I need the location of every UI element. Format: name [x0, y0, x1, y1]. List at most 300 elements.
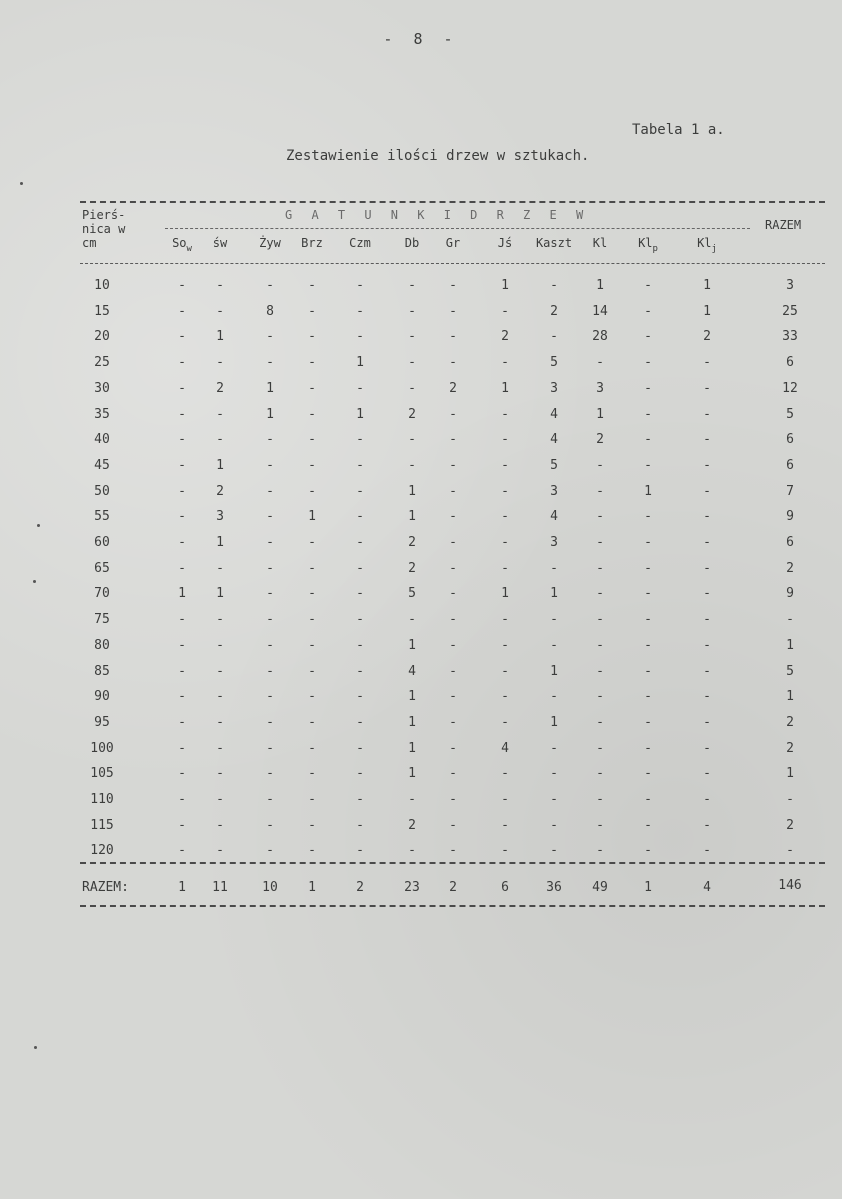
count-cell: 3	[550, 483, 558, 499]
diameter-cell: 60	[94, 535, 110, 550]
row-total-cell: 1	[786, 637, 794, 653]
count-cell: -	[356, 535, 364, 550]
rule-top	[80, 201, 825, 203]
count-cell: -	[644, 278, 652, 293]
count-cell: -	[216, 432, 224, 448]
row-total-cell: -	[786, 843, 794, 859]
species-name: Gr	[445, 236, 461, 250]
count-cell: -	[178, 612, 186, 628]
count-cell: -	[216, 817, 224, 833]
row-total-cell: 7	[786, 483, 794, 499]
row-total-cell: 9	[786, 586, 794, 602]
species-name: Kaszt	[535, 236, 573, 250]
count-cell: -	[501, 792, 509, 807]
diameter-header: nica w	[82, 222, 126, 236]
count-cell: -	[216, 714, 224, 730]
count-cell: 1	[356, 355, 364, 371]
count-cell: -	[308, 560, 316, 576]
count-cell: -	[703, 380, 711, 396]
count-cell: -	[216, 740, 224, 756]
count-cell: -	[644, 509, 652, 525]
count-cell: -	[703, 355, 711, 371]
count-cell: -	[550, 278, 558, 293]
count-cell: -	[356, 278, 364, 293]
diameter-cell: 65	[94, 560, 110, 576]
total-count-cell: 11	[212, 880, 228, 895]
count-cell: -	[596, 509, 604, 525]
table-label: Tabela 1 a.	[632, 122, 725, 138]
count-cell: -	[449, 483, 457, 499]
count-cell: -	[703, 714, 711, 730]
count-cell: -	[550, 792, 558, 807]
count-cell: -	[308, 612, 316, 628]
page-number: - 8 -	[383, 30, 459, 48]
count-cell: -	[408, 457, 416, 473]
count-cell: -	[449, 689, 457, 705]
count-cell: -	[356, 714, 364, 730]
count-cell: -	[266, 843, 274, 859]
count-cell: -	[356, 586, 364, 602]
row-total-cell: 1	[786, 766, 794, 782]
count-cell: -	[703, 509, 711, 525]
count-cell: -	[308, 406, 316, 422]
count-cell: -	[308, 303, 316, 319]
count-cell: 1	[501, 586, 509, 602]
count-cell: -	[550, 843, 558, 859]
count-cell: -	[449, 637, 457, 653]
species-subscript: j	[711, 244, 717, 254]
species-header-7	[478, 236, 532, 250]
count-cell: -	[644, 355, 652, 371]
count-cell: 1	[216, 457, 224, 473]
species-name: Kl	[592, 236, 608, 250]
count-cell: 1	[408, 714, 416, 730]
count-cell: -	[449, 432, 457, 448]
count-cell: -	[216, 612, 224, 628]
margin-dot	[33, 580, 36, 583]
count-cell: -	[266, 817, 274, 833]
row-total-cell: 5	[786, 663, 794, 679]
count-cell: -	[501, 303, 509, 319]
species-name: Kl	[697, 236, 712, 250]
diameter-cell: 50	[94, 483, 110, 499]
count-cell: -	[266, 329, 274, 345]
species-header-1	[193, 236, 247, 250]
count-cell: -	[356, 560, 364, 576]
rule-bottom	[80, 905, 825, 907]
count-cell: 1	[408, 689, 416, 705]
species-subscript: w	[186, 244, 192, 254]
count-cell: -	[501, 406, 509, 422]
count-cell: 4	[550, 509, 558, 525]
count-cell: -	[356, 817, 364, 833]
count-cell: 1	[266, 380, 274, 396]
diameter-cell: 70	[94, 586, 110, 602]
count-cell: 2	[449, 380, 457, 396]
count-cell: 1	[216, 329, 224, 345]
count-cell: -	[501, 766, 509, 782]
count-cell: 1	[216, 535, 224, 550]
count-cell: -	[501, 714, 509, 730]
count-cell: -	[644, 766, 652, 782]
count-cell: -	[408, 303, 416, 319]
count-cell: 1	[266, 406, 274, 422]
count-cell: -	[266, 612, 274, 628]
count-cell: -	[216, 637, 224, 653]
count-cell: -	[501, 509, 509, 525]
count-cell: -	[308, 483, 316, 499]
margin-dot	[20, 182, 23, 185]
count-cell: 3	[550, 535, 558, 550]
count-cell: -	[178, 278, 186, 293]
count-cell: -	[644, 303, 652, 319]
count-cell: -	[596, 355, 604, 371]
count-cell: -	[703, 843, 711, 859]
count-cell: -	[178, 406, 186, 422]
count-cell: 1	[550, 714, 558, 730]
count-cell: 2	[408, 817, 416, 833]
count-cell: -	[356, 380, 364, 396]
total-count-cell: 1	[308, 880, 316, 895]
count-cell: -	[216, 560, 224, 576]
count-cell: -	[178, 689, 186, 705]
count-cell: -	[501, 817, 509, 833]
count-cell: -	[266, 637, 274, 653]
count-cell: -	[501, 843, 509, 859]
count-cell: -	[596, 612, 604, 628]
count-cell: -	[644, 329, 652, 345]
count-cell: -	[449, 457, 457, 473]
diameter-cell: 80	[94, 637, 110, 653]
count-cell: -	[308, 637, 316, 653]
count-cell: -	[703, 612, 711, 628]
count-cell: 28	[592, 329, 608, 345]
total-count-cell: 4	[703, 880, 711, 895]
count-cell: -	[644, 817, 652, 833]
count-cell: -	[596, 792, 604, 807]
count-cell: 2	[501, 329, 509, 345]
count-cell: -	[703, 637, 711, 653]
count-cell: -	[596, 586, 604, 602]
count-cell: 1	[550, 586, 558, 602]
count-cell: -	[266, 766, 274, 782]
count-cell: -	[356, 457, 364, 473]
count-cell: -	[266, 535, 274, 550]
count-cell: -	[178, 355, 186, 371]
count-cell: -	[703, 483, 711, 499]
count-cell: -	[501, 612, 509, 628]
count-cell: -	[216, 406, 224, 422]
count-cell: -	[266, 560, 274, 576]
count-cell: -	[356, 637, 364, 653]
count-cell: -	[644, 663, 652, 679]
count-cell: -	[356, 509, 364, 525]
count-cell: -	[308, 740, 316, 756]
count-cell: 1	[596, 406, 604, 422]
diameter-cell: 95	[94, 714, 110, 730]
count-cell: -	[449, 663, 457, 679]
count-cell: -	[703, 406, 711, 422]
count-cell: -	[178, 740, 186, 756]
count-cell: -	[596, 663, 604, 679]
count-cell: -	[356, 329, 364, 345]
count-cell: 2	[408, 406, 416, 422]
count-cell: -	[408, 278, 416, 293]
count-cell: -	[596, 817, 604, 833]
count-cell: 2	[216, 380, 224, 396]
row-total-cell: 9	[786, 509, 794, 525]
total-header: RAZEM	[765, 218, 802, 232]
count-cell: -	[644, 689, 652, 705]
count-cell: -	[308, 663, 316, 679]
count-cell: -	[550, 612, 558, 628]
count-cell: -	[703, 560, 711, 576]
count-cell: 4	[501, 740, 509, 756]
count-cell: -	[449, 817, 457, 833]
count-cell: -	[596, 843, 604, 859]
count-cell: -	[644, 843, 652, 859]
count-cell: -	[356, 432, 364, 448]
count-cell: -	[266, 714, 274, 730]
total-count-cell: 36	[546, 880, 562, 895]
count-cell: -	[408, 355, 416, 371]
species-name: So	[172, 236, 187, 250]
count-cell: 4	[408, 663, 416, 679]
count-cell: -	[216, 792, 224, 807]
count-cell: -	[178, 560, 186, 576]
count-cell: -	[449, 740, 457, 756]
count-cell: -	[178, 714, 186, 730]
count-cell: -	[356, 740, 364, 756]
species-name: św	[212, 236, 228, 250]
count-cell: -	[216, 689, 224, 705]
count-cell: -	[266, 689, 274, 705]
count-cell: -	[703, 663, 711, 679]
count-cell: -	[596, 637, 604, 653]
row-total-cell: 6	[786, 432, 794, 448]
count-cell: -	[449, 278, 457, 293]
count-cell: 1	[408, 483, 416, 499]
count-cell: -	[216, 303, 224, 319]
row-total-cell: 2	[786, 817, 794, 833]
diameter-cell: 35	[94, 406, 110, 422]
count-cell: -	[501, 689, 509, 705]
count-cell: -	[266, 432, 274, 448]
count-cell: 14	[592, 303, 608, 319]
total-count-cell: 2	[449, 880, 457, 895]
species-header-3	[285, 236, 339, 250]
count-cell: -	[550, 637, 558, 653]
diameter-cell: 85	[94, 663, 110, 679]
count-cell: -	[308, 457, 316, 473]
row-total-cell: 6	[786, 457, 794, 473]
count-cell: -	[178, 303, 186, 319]
totals-label: RAZEM:	[82, 880, 129, 895]
count-cell: -	[266, 457, 274, 473]
count-cell: -	[644, 432, 652, 448]
diameter-cell: 30	[94, 380, 110, 396]
count-cell: 2	[550, 303, 558, 319]
count-cell: -	[449, 792, 457, 807]
count-cell: -	[216, 278, 224, 293]
species-name: Jś	[497, 236, 513, 250]
grand-total-cell: 146	[778, 878, 802, 893]
count-cell: 2	[703, 329, 711, 345]
count-cell: -	[449, 714, 457, 730]
count-cell: -	[356, 689, 364, 705]
count-cell: -	[550, 560, 558, 576]
count-cell: -	[266, 509, 274, 525]
diameter-cell: 25	[94, 355, 110, 371]
count-cell: 1	[408, 637, 416, 653]
diameter-cell: 100	[90, 740, 114, 756]
count-cell: 1	[550, 663, 558, 679]
count-cell: -	[408, 380, 416, 396]
margin-dot	[37, 524, 40, 527]
count-cell: 1	[216, 586, 224, 602]
count-cell: -	[308, 329, 316, 345]
diameter-cell: 20	[94, 329, 110, 345]
row-total-cell: -	[786, 612, 794, 628]
count-cell: -	[356, 663, 364, 679]
count-cell: -	[216, 766, 224, 782]
count-cell: -	[501, 457, 509, 473]
count-cell: 1	[644, 483, 652, 499]
count-cell: 1	[408, 766, 416, 782]
count-cell: -	[596, 740, 604, 756]
diameter-cell: 10	[94, 278, 110, 293]
count-cell: -	[266, 483, 274, 499]
count-cell: -	[703, 766, 711, 782]
species-name: Żyw	[259, 236, 281, 250]
count-cell: -	[408, 843, 416, 859]
count-cell: -	[596, 714, 604, 730]
count-cell: -	[178, 766, 186, 782]
diameter-cell: 90	[94, 689, 110, 705]
count-cell: -	[408, 612, 416, 628]
row-total-cell: 2	[786, 560, 794, 576]
diameter-cell: 120	[90, 843, 114, 859]
count-cell: -	[266, 792, 274, 807]
count-cell: -	[266, 355, 274, 371]
margin-dot	[34, 1046, 37, 1049]
count-cell: -	[501, 535, 509, 550]
row-total-cell: 3	[786, 278, 794, 293]
species-name: Kl	[638, 236, 653, 250]
count-cell: -	[550, 689, 558, 705]
count-cell: -	[449, 509, 457, 525]
count-cell: 4	[550, 432, 558, 448]
count-cell: 3	[596, 380, 604, 396]
total-count-cell: 6	[501, 880, 509, 895]
species-header-4	[333, 236, 387, 250]
count-cell: 1	[408, 509, 416, 525]
total-count-cell: 10	[262, 880, 278, 895]
species-header-11	[680, 236, 734, 254]
count-cell: 5	[550, 355, 558, 371]
count-cell: -	[703, 740, 711, 756]
count-cell: -	[703, 586, 711, 602]
rule-species-group	[165, 228, 750, 229]
count-cell: -	[501, 663, 509, 679]
count-cell: -	[356, 303, 364, 319]
count-cell: -	[550, 766, 558, 782]
count-cell: -	[178, 380, 186, 396]
count-cell: -	[266, 740, 274, 756]
count-cell: -	[308, 792, 316, 807]
table-title: Zestawienie ilości drzew w sztukach.	[286, 148, 590, 164]
row-total-cell: 33	[782, 329, 798, 345]
diameter-cell: 75	[94, 612, 110, 628]
count-cell: 5	[550, 457, 558, 473]
species-name: Czm	[349, 236, 371, 250]
count-cell: 2	[596, 432, 604, 448]
diameter-cell: 105	[90, 766, 114, 782]
count-cell: 1	[596, 278, 604, 293]
diameter-cell: 115	[90, 817, 114, 833]
total-count-cell: 2	[356, 880, 364, 895]
count-cell: 3	[550, 380, 558, 396]
count-cell: -	[356, 483, 364, 499]
count-cell: 2	[216, 483, 224, 499]
count-cell: -	[501, 483, 509, 499]
count-cell: -	[644, 380, 652, 396]
count-cell: -	[308, 535, 316, 550]
count-cell: -	[703, 432, 711, 448]
count-cell: -	[449, 586, 457, 602]
count-cell: -	[308, 432, 316, 448]
count-cell: 2	[408, 560, 416, 576]
count-cell: -	[178, 792, 186, 807]
diameter-cell: 40	[94, 432, 110, 448]
count-cell: -	[408, 329, 416, 345]
count-cell: -	[178, 483, 186, 499]
count-cell: -	[356, 766, 364, 782]
species-header-9	[573, 236, 627, 250]
row-total-cell: 25	[782, 303, 798, 319]
count-cell: -	[703, 457, 711, 473]
count-cell: -	[703, 792, 711, 807]
count-cell: -	[703, 535, 711, 550]
row-total-cell: 5	[786, 406, 794, 422]
diameter-header: cm	[82, 236, 97, 250]
count-cell: -	[178, 637, 186, 653]
count-cell: 4	[550, 406, 558, 422]
count-cell: -	[501, 637, 509, 653]
species-name: Brz	[301, 236, 323, 250]
count-cell: -	[550, 329, 558, 345]
count-cell: -	[216, 355, 224, 371]
count-cell: 1	[408, 740, 416, 756]
row-total-cell: 2	[786, 740, 794, 756]
count-cell: -	[449, 560, 457, 576]
count-cell: -	[178, 457, 186, 473]
count-cell: -	[449, 329, 457, 345]
count-cell: 1	[308, 509, 316, 525]
species-header-6	[426, 236, 480, 250]
count-cell: -	[703, 817, 711, 833]
total-count-cell: 49	[592, 880, 608, 895]
row-total-cell: 12	[782, 380, 798, 396]
count-cell: -	[178, 432, 186, 448]
count-cell: -	[356, 792, 364, 807]
count-cell: -	[178, 509, 186, 525]
count-cell: -	[501, 432, 509, 448]
count-cell: -	[596, 689, 604, 705]
total-count-cell: 23	[404, 880, 420, 895]
count-cell: -	[308, 278, 316, 293]
count-cell: -	[550, 817, 558, 833]
